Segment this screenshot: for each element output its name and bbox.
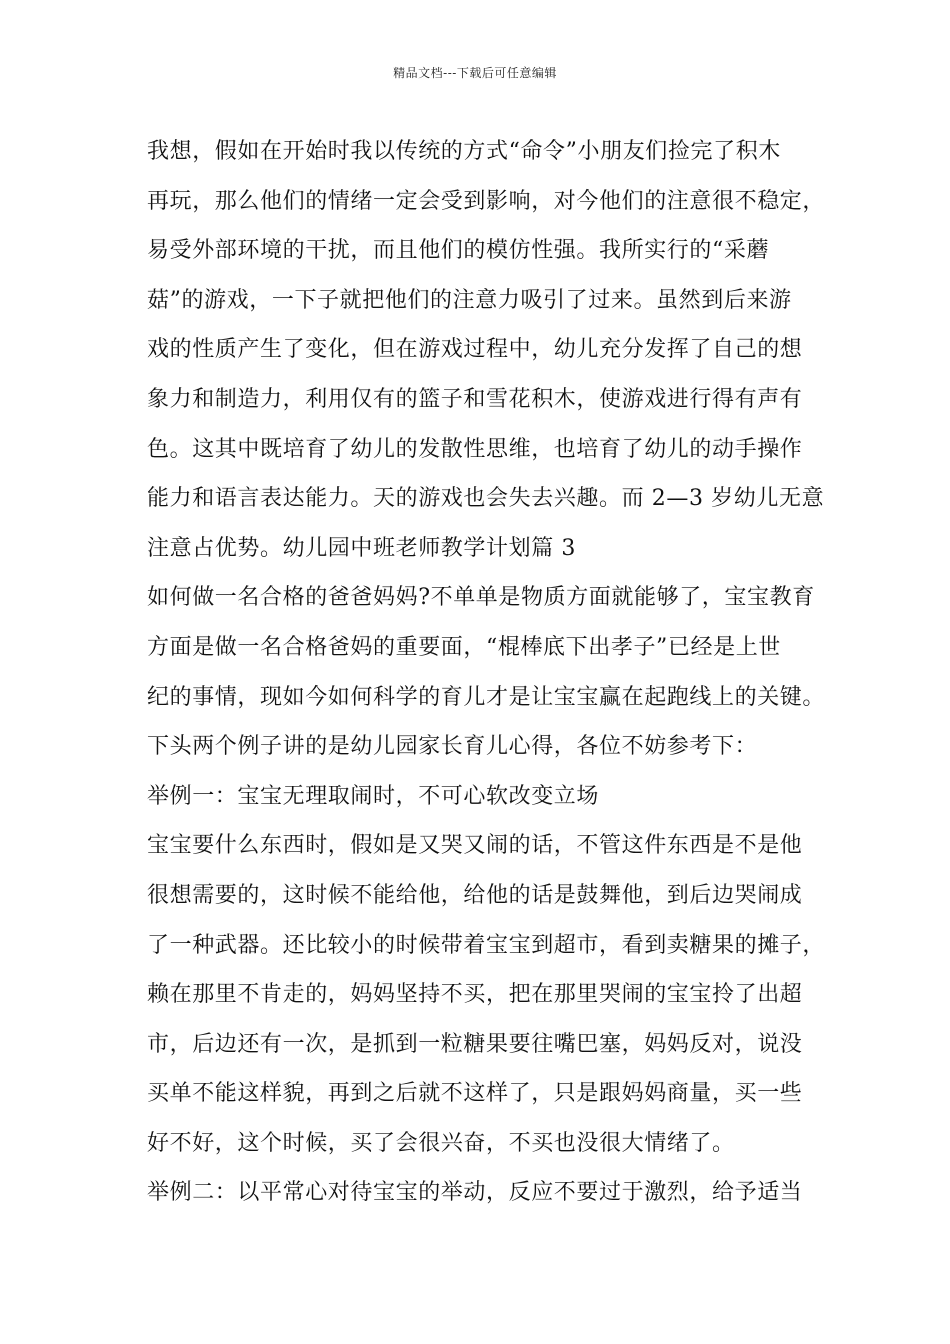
paragraph-line: 方面是做一名合格爸妈的重要面，“棍棒底下出孝子”已经是上世 [147, 634, 781, 660]
page-header: 精品文档---下载后可任意编辑 [393, 66, 557, 80]
paragraph-line: 能力和语言表达能力。天的游戏也会失去兴趣。而 2—3 岁幼儿无意 [147, 486, 825, 512]
paragraph-line: 赖在那里不肯走的，妈妈坚持不买，把在那里哭闹的宝宝拎了出超 [147, 982, 803, 1008]
body-text [147, 132, 827, 1223]
paragraph-line: 再玩，那么他们的情绪一定会受到影响，对今他们的注意很不稳定， [147, 188, 826, 214]
paragraph-line: 易受外部环境的干扰，而且他们的模仿性强。我所实行的“采蘑 [147, 238, 770, 264]
paragraph-line: 纪的事情，现如今如何科学的育儿才是让宝宝赢在起跑线上的关键。 [147, 684, 826, 710]
paragraph-line: 戏的性质产生了变化，但在游戏过程中，幼儿充分发挥了自己的想 [147, 337, 803, 363]
paragraph-line: 了一种武器。还比较小的时候带着宝宝到超市，看到卖糖果的摊子， [147, 932, 826, 958]
paragraph-line: 我想，假如在开始时我以传统的方式“命令”小朋友们捡完了积木 [147, 139, 781, 164]
paragraph-line: 好不好，这个时候，买了会很兴奋，不买也没很大情绪了。 [147, 1130, 735, 1156]
paragraph-line: 宝宝要什么东西时，假如是又哭又闹的话，不管这件东西是不是他 [147, 833, 803, 859]
paragraph-line: 如何做一名合格的爸爸妈妈?不单单是物质方面就能够了，宝宝教育 [147, 585, 815, 611]
section-heading: 举例一：宝宝无理取闹时，不可心软改变立场 [147, 783, 600, 809]
paragraph-line: 色。这其中既培育了幼儿的发散性思维，也培育了幼儿的动手操作 [147, 436, 803, 462]
paragraph-line: 注意占优势。幼儿园中班老师教学计划篇 3 [147, 535, 576, 561]
paragraph-line: 菇”的游戏，一下子就把他们的注意力吸引了过来。虽然到后来游 [147, 287, 792, 313]
paragraph-line: 市，后边还有一次，是抓到一粒糖果要往嘴巴塞，妈妈反对，说没 [147, 1031, 803, 1057]
paragraph-line: 很想需要的，这时候不能给他，给他的话是鼓舞他，到后边哭闹成 [147, 882, 803, 908]
paragraph-line: 下头两个例子讲的是幼儿园家长育儿心得，各位不妨参考下： [147, 734, 758, 760]
paragraph-line: 买单不能这样貌，再到之后就不这样了，只是跟妈妈商量，买一些 [147, 1081, 803, 1107]
section-heading: 举例二：以平常心对待宝宝的举动，反应不要过于激烈，给予适当 [147, 1180, 803, 1206]
paragraph-line: 象力和制造力，利用仅有的篮子和雪花积木，使游戏进行得有声有 [147, 386, 803, 412]
